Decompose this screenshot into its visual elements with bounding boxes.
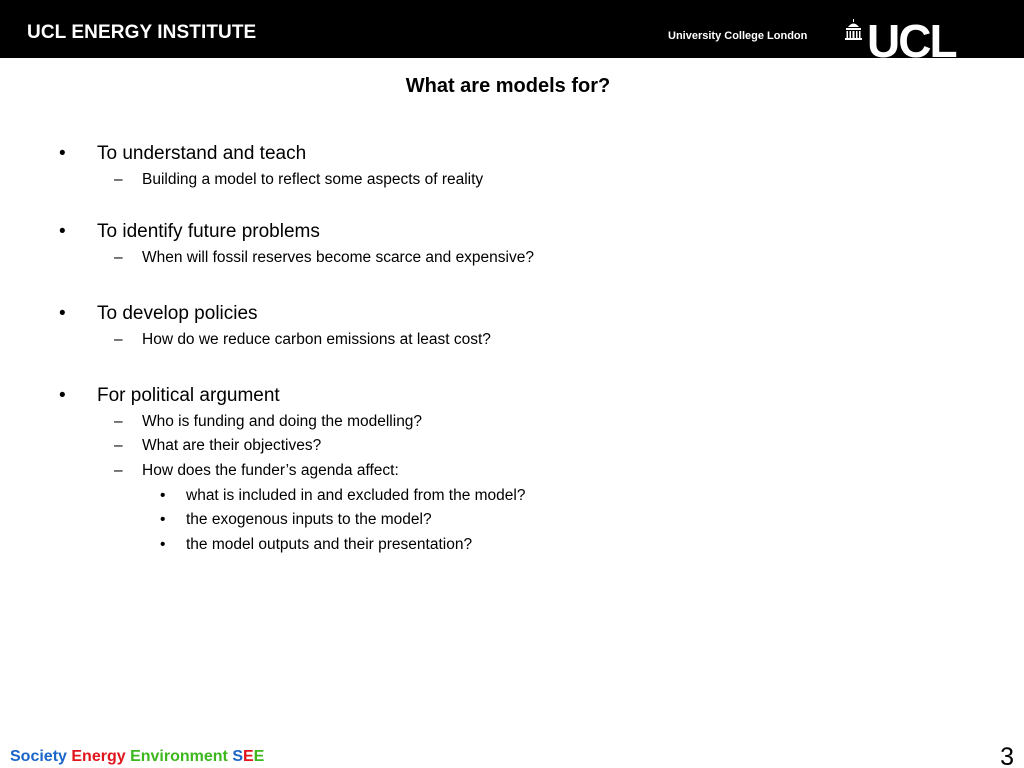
bullet-text: To identify future problems: [97, 221, 320, 242]
sub-bullet-item: [114, 171, 484, 189]
sub-sub-bullet-item: [160, 487, 526, 505]
dash-marker: –: [114, 249, 123, 266]
bullet-marker: •: [160, 536, 166, 553]
bullet-text: To understand and teach: [97, 143, 307, 164]
page-number: 3: [1000, 743, 1014, 768]
institute-title: UCL ENERGY INSTITUTE: [27, 22, 257, 43]
bullet-item: [59, 385, 280, 407]
sub-bullet-item: [114, 462, 399, 480]
slide-title: What are models for?: [405, 75, 611, 97]
footer-environment: Environment: [130, 748, 228, 765]
sub-sub-bullet-text: the model outputs and their presentation?: [186, 536, 473, 553]
sub-bullet-text: When will fossil reserves become scarce and expensive?: [142, 249, 534, 266]
bullet-marker: •: [59, 385, 66, 406]
university-name: University College London: [668, 30, 808, 42]
footer-see-e2: E: [253, 748, 265, 765]
sub-sub-bullet-text: the exogenous inputs to the model?: [186, 511, 432, 528]
sub-sub-bullet-text: what is included in and excluded from the model?: [186, 487, 526, 504]
sub-bullet-text: How does the funder’s agenda affect:: [142, 462, 399, 479]
bullet-marker: •: [59, 221, 66, 242]
footer-see: [232, 748, 264, 765]
bullet-marker: •: [160, 487, 166, 504]
footer-see-e1: E: [243, 748, 254, 765]
sub-bullet-item: [114, 249, 534, 267]
bullet-marker: •: [160, 511, 166, 528]
footer-society: Society: [10, 748, 67, 765]
footer-energy: Energy: [71, 748, 126, 765]
bullet-marker: •: [59, 143, 66, 164]
bullet-item: [59, 303, 258, 325]
sub-bullet-text: How do we reduce carbon emissions at least cost?: [142, 331, 491, 348]
bullet-text: For political argument: [97, 385, 280, 406]
footer-tagline: [10, 748, 264, 766]
bullet-item: [59, 143, 307, 165]
dash-marker: –: [114, 462, 123, 479]
dash-marker: –: [114, 413, 123, 430]
sub-bullet-text: What are their objectives?: [142, 437, 322, 454]
sub-sub-bullet-item: [160, 536, 473, 554]
bullet-text: To develop policies: [97, 303, 258, 324]
bullet-item: [59, 221, 320, 243]
footer-see-s: S: [232, 748, 243, 765]
bullet-marker: •: [59, 303, 66, 324]
sub-bullet-text: Who is funding and doing the modelling?: [142, 413, 423, 430]
sub-bullet-text: Building a model to reflect some aspects of reality: [142, 171, 484, 188]
sub-sub-bullet-item: [160, 511, 432, 529]
sub-bullet-item: [114, 413, 423, 431]
sub-bullet-item: [114, 437, 322, 455]
dash-marker: –: [114, 331, 123, 348]
dash-marker: –: [114, 437, 123, 454]
ucl-logo-text: UCL: [867, 18, 956, 58]
sub-bullet-item: [114, 331, 491, 349]
dash-marker: –: [114, 171, 123, 188]
